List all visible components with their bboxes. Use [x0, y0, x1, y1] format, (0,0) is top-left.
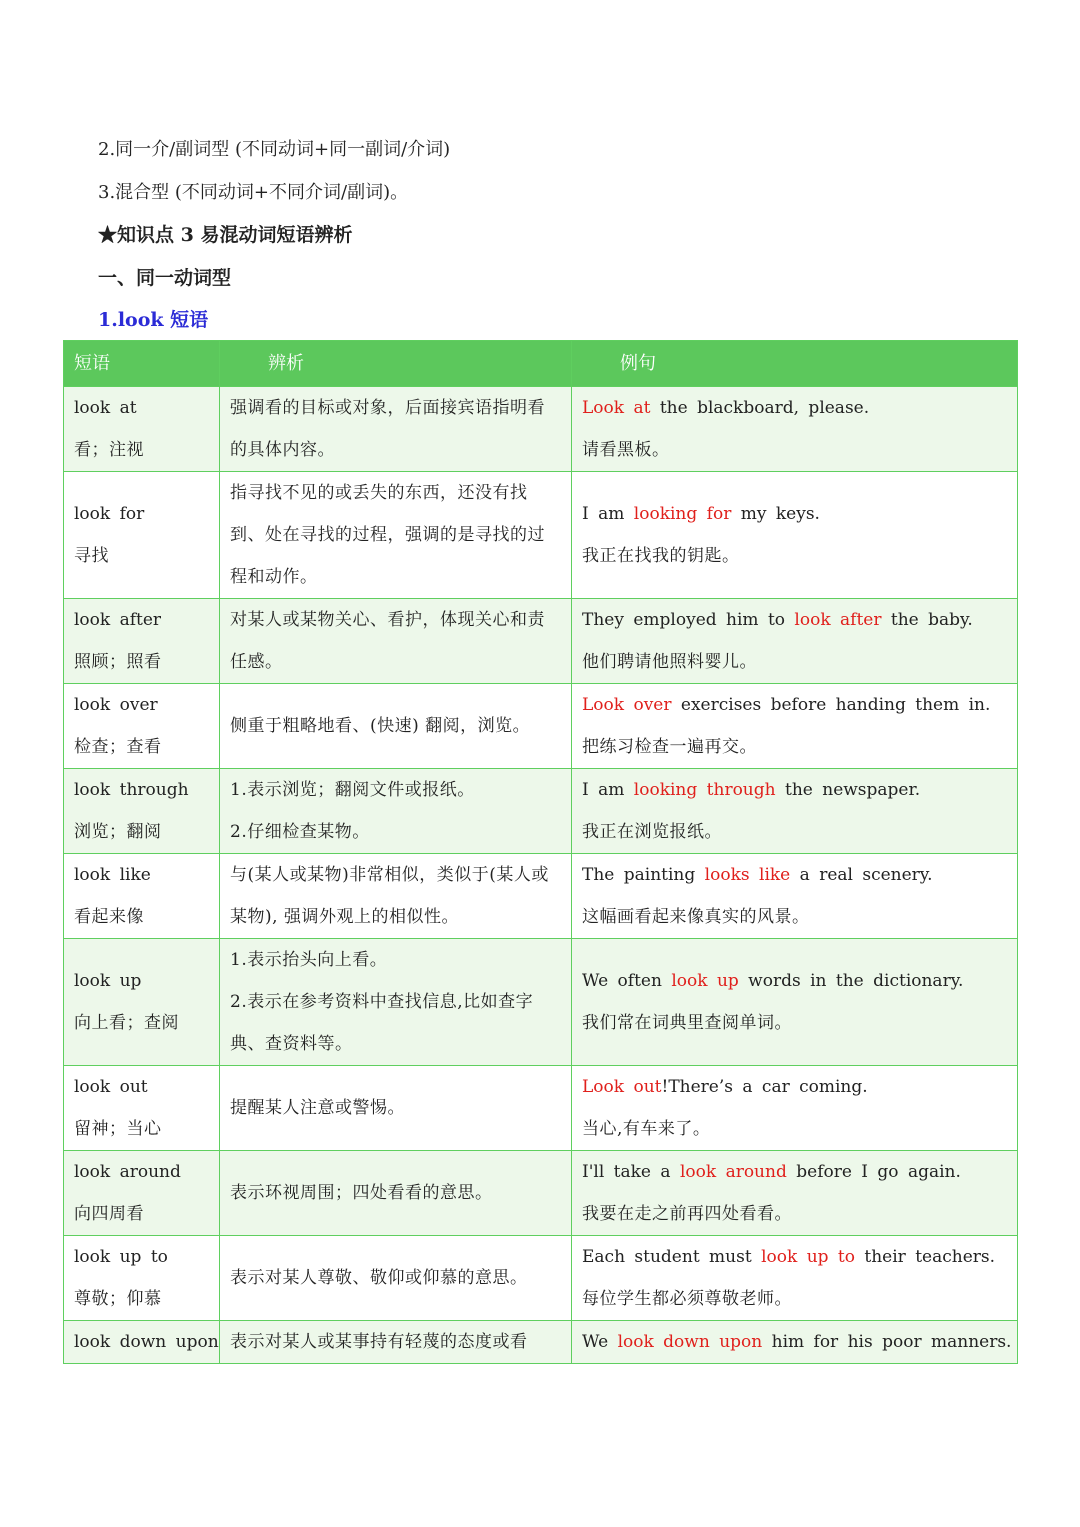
phrase-meaning: 照顾；照看 [74, 652, 162, 672]
analysis-text: 指寻找不见的或丢失的东西，还没有找到、处在寻找的过程，强调的是寻找的过程和动作。 [230, 483, 545, 587]
example-highlight: look after [794, 610, 882, 630]
analysis-text: 表示对某人或某事持有轻蔑的态度或看 [230, 1332, 528, 1352]
phrase-text: look after [74, 610, 162, 630]
example-translation: 把练习检查一遍再交。 [582, 737, 757, 757]
analysis-text: 对某人或某物关心、看护，体现关心和责任感。 [230, 610, 545, 672]
example-translation: 我正在找我的钥匙。 [582, 546, 740, 566]
header-example: 例句 [572, 341, 1018, 387]
analysis-cell [220, 1066, 572, 1151]
phrase-cell [64, 387, 220, 472]
example-text: They employed him to [582, 610, 795, 630]
phrase-cell [64, 854, 220, 939]
header-analysis: 辨析 [220, 341, 572, 387]
table-header-row [64, 341, 1018, 387]
example-cell [572, 387, 1018, 472]
example-text: the blackboard, please. [650, 398, 870, 418]
phrase-meaning: 向上看；查阅 [74, 1013, 179, 1033]
example-translation: 我正在浏览报纸。 [582, 822, 722, 842]
example-highlight: Look out [582, 1077, 662, 1097]
example-sentence [582, 769, 1007, 811]
example-text: We [582, 1332, 618, 1352]
example-text: !There’s a car coming. [661, 1077, 868, 1097]
example-text: before I go again. [786, 1162, 961, 1182]
example-translation: 请看黑板。 [582, 440, 670, 460]
analysis-cell [220, 599, 572, 684]
phrase-text: look over [74, 695, 158, 715]
knowledge-heading: ★知识点 3 易混动词短语辨析 [98, 224, 353, 246]
example-sentence [582, 493, 1007, 535]
example-cell [572, 854, 1018, 939]
phrase-text: look out [74, 1077, 148, 1097]
analysis-cell [220, 387, 572, 472]
example-highlight: looking for [633, 504, 732, 524]
example-translation: 我要在走之前再四处看看。 [582, 1204, 792, 1224]
example-cell [572, 1321, 1018, 1364]
table-row [64, 599, 1018, 684]
example-highlight: look around [679, 1162, 787, 1182]
phrase-meaning: 留神；当心 [74, 1119, 162, 1139]
phrase-text: look for [74, 504, 145, 524]
example-sentence [582, 1236, 1007, 1278]
table-row [64, 472, 1018, 599]
intro-line-1: 2.同一介/副词型 (不同动词+同一副词/介词) [98, 139, 451, 160]
phrase-meaning: 看起来像 [74, 907, 144, 927]
analysis-cell [220, 472, 572, 599]
analysis-text: 与(某人或某物)非常相似，类似于(某人或某物), 强调外观上的相似性。 [230, 865, 549, 927]
example-translation: 当心,有车来了。 [582, 1119, 711, 1139]
example-sentence [582, 1321, 1012, 1363]
analysis-cell [220, 939, 572, 1066]
example-text: words in the dictionary. [738, 971, 964, 991]
example-translation: 我们常在词典里查阅单词。 [582, 1013, 792, 1033]
phrase-cell [64, 939, 220, 1066]
analysis-cell [220, 1321, 572, 1364]
example-sentence [582, 1066, 1007, 1108]
example-text: exercises before handing them in. [671, 695, 991, 715]
table-body [64, 387, 1018, 1364]
example-highlight: looks like [704, 865, 791, 885]
phrase-cell [64, 1066, 220, 1151]
example-highlight: Look over [582, 695, 672, 715]
example-text: I am [582, 780, 634, 800]
header-phrase: 短语 [64, 341, 220, 387]
example-cell [572, 1236, 1018, 1321]
example-text: Each student must [582, 1247, 762, 1267]
example-translation: 他们聘请他照料婴儿。 [582, 652, 757, 672]
phrase-text: look down upon [74, 1332, 219, 1352]
example-text: my keys. [731, 504, 820, 524]
analysis-cell [220, 1236, 572, 1321]
example-translation: 这幅画看起来像真实的风景。 [582, 907, 810, 927]
example-cell [572, 684, 1018, 769]
phrase-cell [64, 769, 220, 854]
example-cell [572, 769, 1018, 854]
phrase-cell [64, 472, 220, 599]
analysis-line: 1.表示抬头向上看。 [230, 950, 388, 970]
example-text: their teachers. [855, 1247, 996, 1267]
example-sentence [582, 960, 1007, 1002]
example-text: a real scenery. [790, 865, 933, 885]
phrase-text: look up [74, 971, 142, 991]
section-heading: 一、同一动词型 [98, 266, 232, 289]
analysis-text: 侧重于粗略地看、(快速) 翻阅，浏览。 [230, 716, 531, 736]
example-text: him for his poor manners. [762, 1332, 1012, 1352]
table-row [64, 854, 1018, 939]
phrase-meaning: 浏览；翻阅 [74, 822, 162, 842]
phrase-text: look around [74, 1162, 181, 1182]
table-row [64, 1236, 1018, 1321]
example-cell [572, 939, 1018, 1066]
example-sentence [582, 1151, 1007, 1193]
intro-line-2: 3.混合型 (不同动词+不同介词/副词)。 [98, 181, 409, 203]
example-translation: 每位学生都必须尊敬老师。 [582, 1289, 792, 1309]
analysis-cell [220, 1151, 572, 1236]
example-highlight: look up to [761, 1247, 855, 1267]
phrase-text: look at [74, 398, 137, 418]
phrase-text: look up to [74, 1247, 168, 1267]
table-row [64, 1066, 1018, 1151]
example-text: The painting [582, 865, 705, 885]
analysis-cell [220, 684, 572, 769]
subsection-heading: 1.look 短语 [98, 309, 209, 331]
analysis-text: 提醒某人注意或警惕。 [230, 1098, 405, 1118]
example-cell [572, 599, 1018, 684]
example-highlight: look down upon [617, 1332, 763, 1352]
phrase-cell [64, 1236, 220, 1321]
analysis-text: 表示对某人尊敬、敬仰或仰慕的意思。 [230, 1268, 528, 1288]
example-highlight: looking through [633, 780, 776, 800]
phrase-text: look through [74, 780, 189, 800]
example-highlight: Look at [582, 398, 651, 418]
phrase-meaning: 看；注视 [74, 440, 144, 460]
intro-block [98, 132, 998, 345]
phrase-cell [64, 1321, 220, 1364]
table-row [64, 769, 1018, 854]
phrase-meaning: 寻找 [74, 546, 109, 566]
table-row [64, 387, 1018, 472]
table-row [64, 684, 1018, 769]
example-cell [572, 1151, 1018, 1236]
analysis-cell [220, 769, 572, 854]
analysis-text: 强调看的目标或对象，后面接宾语指明看的具体内容。 [230, 398, 545, 460]
analysis-line: 1.表示浏览；翻阅文件或报纸。 [230, 780, 475, 800]
phrase-table [63, 340, 1018, 1364]
phrase-meaning: 尊敬；仰慕 [74, 1289, 162, 1309]
phrase-meaning: 向四周看 [74, 1204, 144, 1224]
example-text: the baby. [881, 610, 973, 630]
example-sentence [582, 684, 1007, 726]
example-text: I'll take a [582, 1162, 680, 1182]
table-row [64, 939, 1018, 1066]
analysis-line: 2.仔细检查某物。 [230, 822, 370, 842]
example-sentence [582, 387, 1007, 429]
phrase-cell [64, 1151, 220, 1236]
phrase-cell [64, 599, 220, 684]
example-text: the newspaper. [775, 780, 921, 800]
example-cell [572, 472, 1018, 599]
example-text: I am [582, 504, 634, 524]
example-highlight: look up [671, 971, 739, 991]
phrase-cell [64, 684, 220, 769]
phrase-meaning: 检查；查看 [74, 737, 162, 757]
analysis-text: 表示环视周围；四处看看的意思。 [230, 1183, 493, 1203]
table-row [64, 1151, 1018, 1236]
table-row [64, 1321, 1018, 1364]
example-cell [572, 1066, 1018, 1151]
phrase-text: look like [74, 865, 151, 885]
example-text: We often [582, 971, 672, 991]
analysis-line: 2.表示在参考资料中查找信息,比如查字典、查资料等。 [230, 992, 534, 1054]
example-sentence [582, 854, 1007, 896]
analysis-cell [220, 854, 572, 939]
example-sentence [582, 599, 1007, 641]
